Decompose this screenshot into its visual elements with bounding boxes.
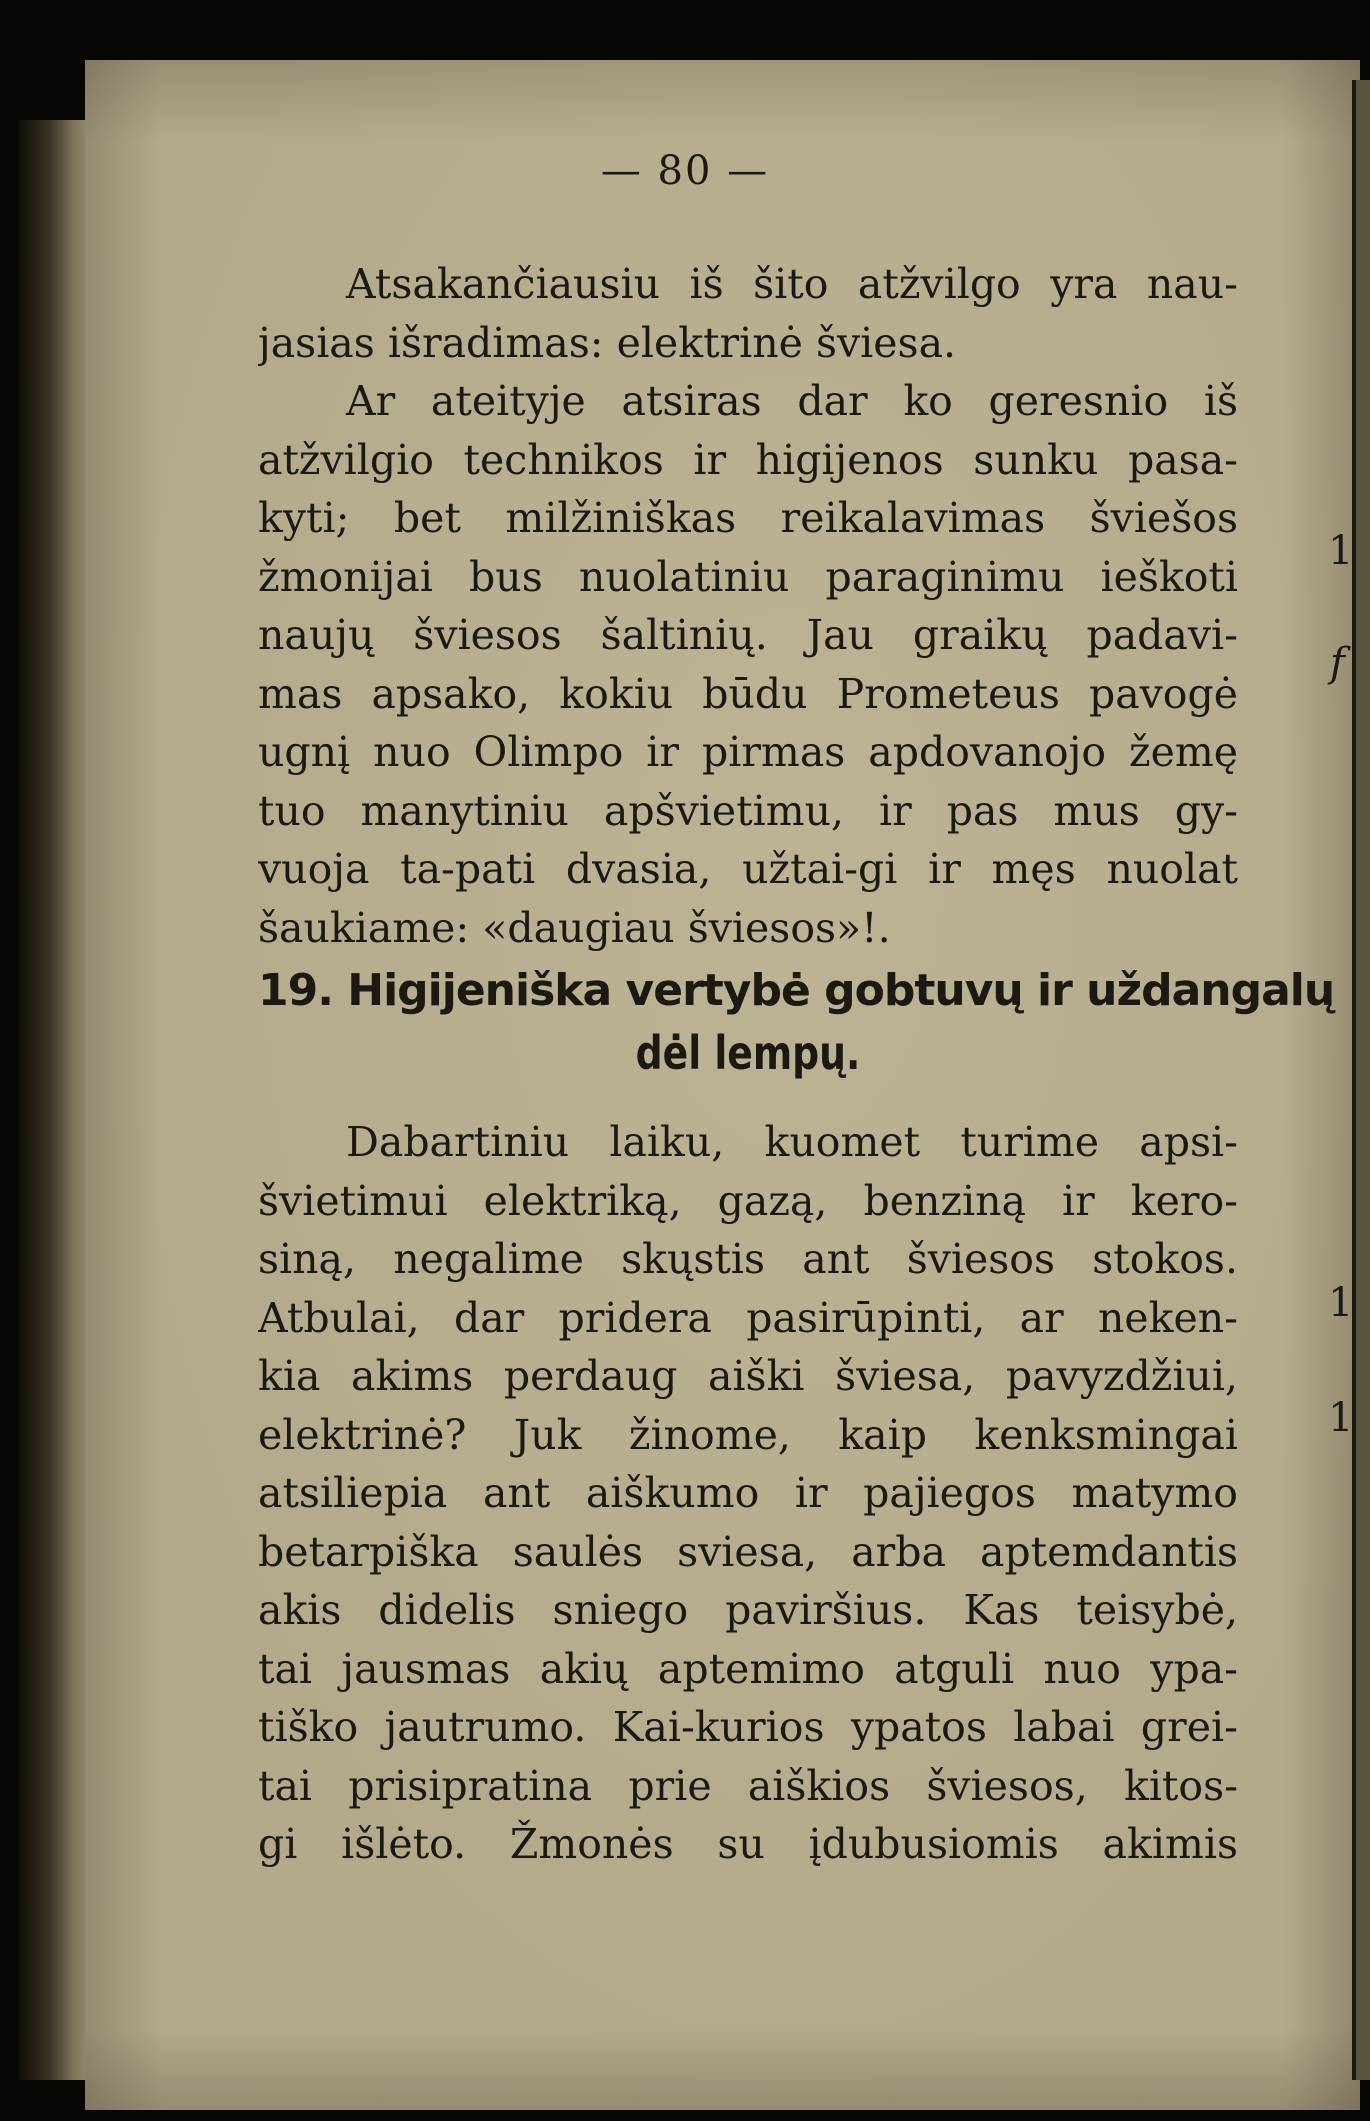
text-line: tiško jautrumo. Kai-kurios ypatos labai grei- [258,1703,1238,1751]
text-line: tuo manytiniu apšvietimu, ir pas mus gy- [258,786,1238,835]
text-line: Atbulai, dar pridera pasirūpinti, ar neken- [258,1293,1238,1342]
text-block-top [258,255,1238,957]
text-line: tai prisipratina prie aiškios šviesos, kitos- [258,1761,1238,1810]
text-line: ugnį nuo Olimpo ir pirmas apdovanojo žemę [258,728,1238,776]
text-line: Dabartiniu laiku, kuomet turime apsi- [346,1118,1238,1166]
book-binding-edge [18,120,88,2080]
text-block-bottom [258,1113,1238,1874]
text-line: tai jausmas akių aptemimo atguli nuo ypa- [258,1644,1238,1693]
text-line: kyti; bet milžiniškas reikalavimas šviešos [258,494,1238,542]
section-heading-line: 19. Higijeniška vertybė gobtuvų ir uždangalų [258,965,1335,1016]
text-line: vuoja ta-pati dvasia, užtai-gi ir męs nuolat [258,845,1238,893]
margin-mark: 1 [1328,528,1354,574]
text-line: akis didelis sniego paviršius. Kas teisybė, [258,1586,1238,1634]
text-line: jasias išradimas: elektrinė šviesa. [258,318,957,367]
section-heading-line: dėl lempų. [635,1026,861,1080]
page-number: — 80 — [600,148,770,194]
text-line: betarpiška saulės sviesa, arba aptemdantis [258,1527,1238,1576]
text-line: žmonijai bus nuolatiniu paraginimu ieškoti [258,552,1238,601]
text-line: Atsakančiausiu iš šito atžvilgo yra nau- [346,260,1238,308]
text-line: šaukiame: «daugiau šviesos»!. [258,903,891,952]
text-line: mas apsako, kokiu būdu Prometeus pavogė [258,669,1238,718]
text-line: elektrinė? Juk žinome, kaip kenksmingai [258,1410,1238,1459]
margin-mark: 1 [1328,1395,1354,1441]
text-line: Ar ateityje atsiras dar ko geresnio iš [346,377,1238,425]
facing-page-edge [1356,80,1370,2080]
text-line: atžvilgio technikos ir higijenos sunku pasa- [258,435,1238,484]
text-line: švietimui elektriką, gazą, benziną ir kero- [258,1176,1238,1225]
text-line: siną, negalime skųstis ant šviesos stokos. [258,1235,1238,1283]
text-line: gi išlėto. Žmonės su įdubusiomis akimis [258,1820,1238,1868]
text-line: atsiliepia ant aiškumo ir pajiegos matymo [258,1469,1238,1517]
margin-mark: f [1330,640,1345,686]
section-heading [258,960,1335,1084]
text-line: naujų šviesos šaltinių. Jau graikų padavi- [258,611,1238,659]
text-line: kia akims perdaug aiški šviesa, pavyzdžiui, [258,1352,1238,1400]
margin-mark: 1 [1328,1280,1354,1326]
